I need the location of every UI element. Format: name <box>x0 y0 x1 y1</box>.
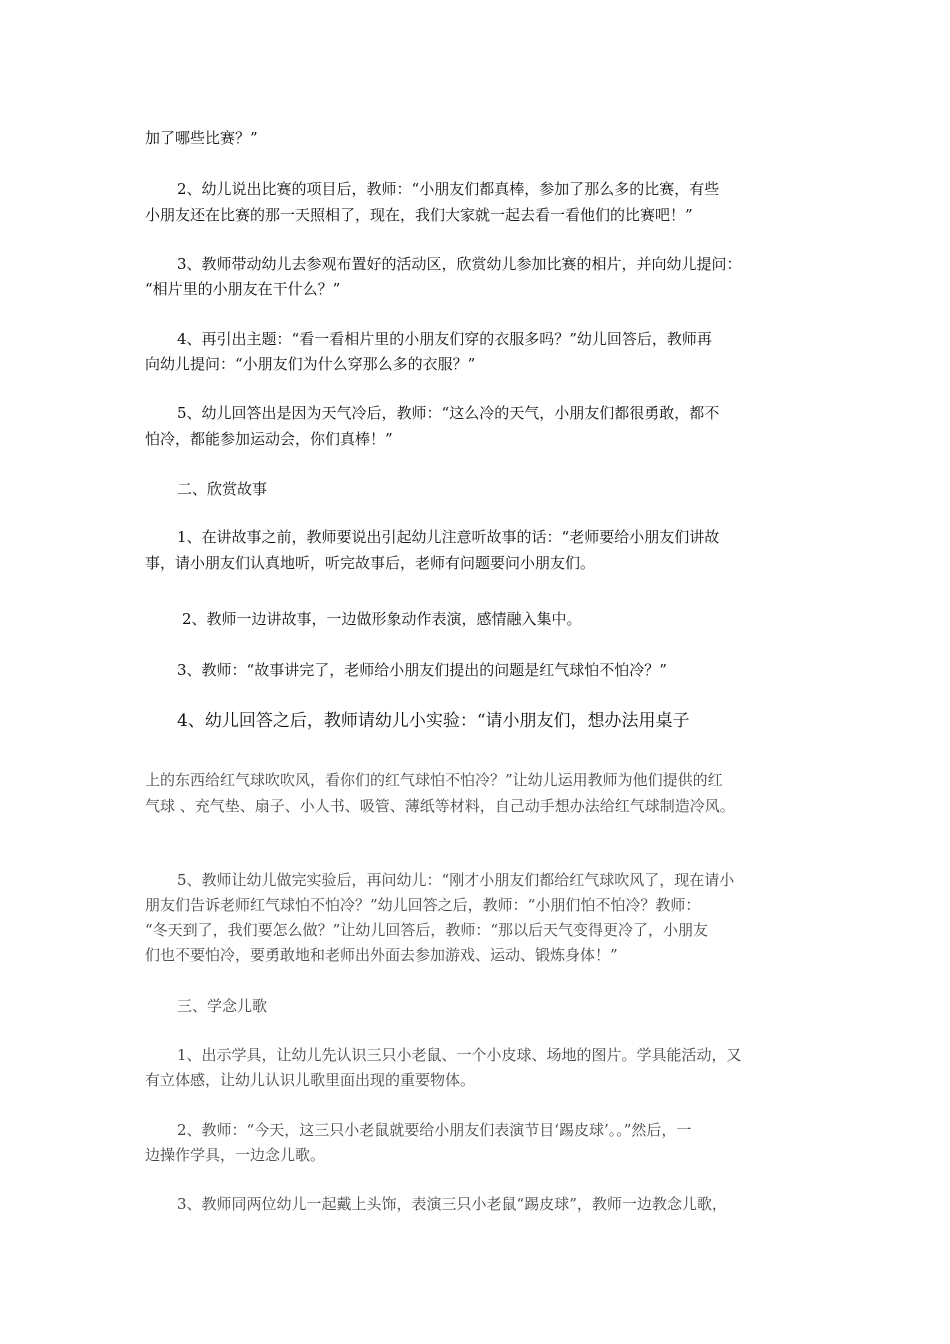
text-line: 2、教师：“今天，这三只小老鼠就要给小朋友们表演节目‘踢皮球’。。”然后，一 <box>177 1121 692 1139</box>
text-line: 4、再引出主题：“看一看相片里的小朋友们穿的衣服多吗？”幼儿回答后，教师再 <box>177 330 712 348</box>
text-line: 3、教师：“故事讲完了，老师给小朋友们提出的问题是红气球怕不怕冷？” <box>177 661 667 679</box>
text-line: 有立体感，让幼儿认识儿歌里面出现的重要物体。 <box>145 1071 476 1089</box>
section-heading: 二、欣赏故事 <box>177 480 268 498</box>
text-line: 2、幼儿说出比赛的项目后，教师：“小朋友们都真棒，参加了那么多的比赛，有些 <box>177 180 720 198</box>
text-line: 边操作学具，一边念儿歌。 <box>145 1146 326 1164</box>
text-line: 气球 、充气垫、扇子、小人书、吸管、薄纸等材料，自己动手想办法给红气球制造冷风。 <box>145 797 735 815</box>
text-line: 5、幼儿回答出是因为天气冷后，教师：“这么冷的天气，小朋友们都很勇敢，都不 <box>177 404 720 422</box>
text-line: 小朋友还在比赛的那一天照相了，现在，我们大家就一起去看一看他们的比赛吧！” <box>145 206 693 224</box>
text-line: 朋友们告诉老师红气球怕不怕冷？”幼儿回答之后，教师：“小朋们怕不怕冷？教师： <box>145 896 701 914</box>
text-line: 加了哪些比赛？” <box>145 129 258 147</box>
text-line: 5、教师让幼儿做完实验后，再问幼儿：“刚才小朋友们都给红气球吹风了，现在请小 <box>177 871 735 889</box>
text-line: “相片里的小朋友在干什么？” <box>145 280 341 298</box>
text-line: “冬天到了，我们要怎么做？”让幼儿回答后，教师：“那以后天气变得更冷了，小朋友 <box>145 921 709 939</box>
text-line: 上的东西给红气球吹吹风，看你们的红气球怕不怕冷？”让幼儿运用教师为他们提供的红 <box>145 771 723 789</box>
text-line: 1、在讲故事之前，教师要说出引起幼儿注意听故事的话：“老师要给小朋友们讲故 <box>177 528 720 546</box>
text-line: 3、教师带动幼儿去参观布置好的活动区，欣赏幼儿参加比赛的相片，并向幼儿提问： <box>177 255 742 273</box>
text-line: 4、幼儿回答之后，教师请幼儿小实验：“请小朋友们，想办法用桌子 <box>177 711 690 731</box>
section-heading: 三、学念儿歌 <box>177 997 268 1015</box>
text-line: 怕冷，都能参加运动会，你们真棒！” <box>145 430 393 448</box>
text-line: 事，请小朋友们认真地听，听完故事后，老师有问题要问小朋友们。 <box>145 554 596 572</box>
text-line: 2、教师一边讲故事，一边做形象动作表演，感情融入集中。 <box>182 610 582 628</box>
text-line: 们也不要怕冷，要勇敢地和老师出外面去参加游戏、运动、锻炼身体！” <box>145 946 618 964</box>
text-line: 向幼儿提问：“小朋友们为什么穿那么多的衣服？” <box>145 355 476 373</box>
text-line: 1、出示学具，让幼儿先认识三只小老鼠、一个小皮球、场地的图片。学具能活动，又 <box>177 1046 742 1064</box>
text-line: 3、教师同两位幼儿一起戴上头饰，表演三只小老鼠“踢皮球”，教师一边教念儿歌， <box>177 1195 727 1213</box>
